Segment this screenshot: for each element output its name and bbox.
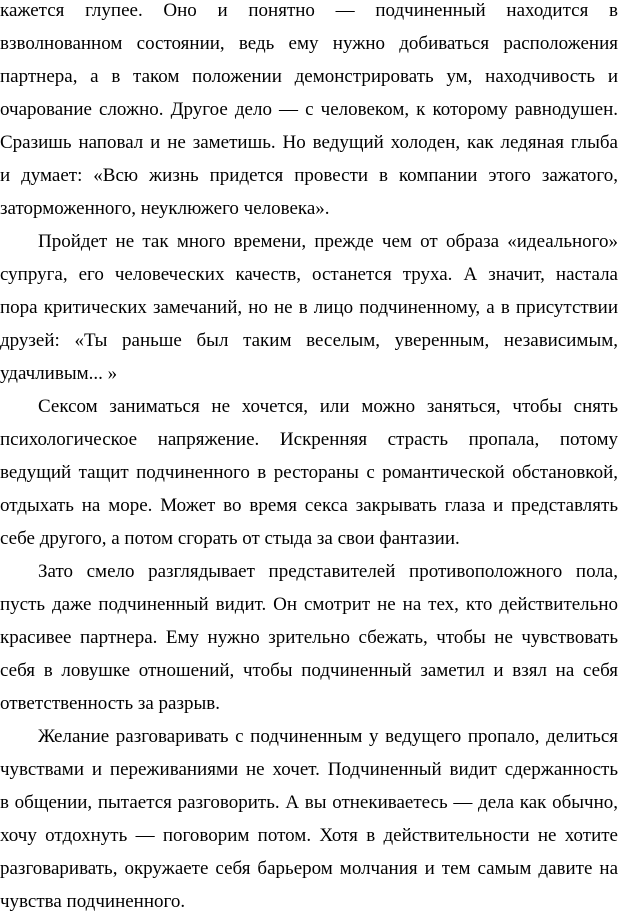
text-line: ведущий тащит подчиненного в рестораны с романтической обстановкой, — [0, 462, 618, 483]
paragraph-first-line: Сексом заниматься не хочется, или можно заняться, чтобы снять — [38, 396, 618, 417]
text-line: красивее партнера. Ему нужно зрительно сбежать, чтобы не чувствовать — [0, 627, 618, 648]
paragraph-first-line: Зато смело разглядывает представителей противоположного пола, — [38, 561, 618, 582]
paragraph-first-line: Желание разговаривать с подчиненным у ведущего пропало, делиться — [38, 726, 618, 747]
text-line: Сразишь наповал и не заметишь. Но ведущий холоден, как ледяная глыба — [0, 132, 618, 153]
text-line: себе другого, а потом сгорать от стыда за свои фантазии. — [0, 528, 460, 549]
text-line: ответственность за разрыв. — [0, 693, 220, 714]
text-line: чувства подчиненного. — [0, 891, 186, 912]
paragraph-first-line: Пройдет не так много времени, прежде чем от образа «идеального» — [38, 231, 618, 252]
text-line: кажется глупее. Оно и понятно — подчиненный находится в — [0, 0, 618, 21]
text-line: и думает: «Всю жизнь придется провести в компании этого зажатого, — [0, 165, 618, 186]
text-line: отдыхать на море. Может во время секса закрывать глаза и представлять — [0, 495, 618, 516]
text-line: в общении, пытается разговорить. А вы отнекиваетесь — дела как обычно, — [0, 792, 618, 813]
text-line: пусть даже подчиненный видит. Он смотрит не на тех, кто действительно — [0, 594, 618, 615]
text-line: друзей: «Ты раньше был таким веселым, уверенным, независимым, — [0, 330, 618, 351]
text-line: психологическое напряжение. Искренняя страсть пропала, потому — [0, 429, 618, 450]
text-line: очарование сложно. Другое дело — с человеком, к которому равнодушен. — [0, 99, 618, 120]
text-line: взволнованном состоянии, ведь ему нужно добиваться расположения — [0, 33, 618, 54]
text-line: себя в ловушке отношений, чтобы подчиненный заметил и взял на себя — [0, 660, 618, 681]
text-line: заторможенного, неуклюжего человека». — [0, 198, 330, 219]
text-line: удачливым... » — [0, 363, 118, 384]
text-line: партнера, а в таком положении демонстрировать ум, находчивость и — [0, 66, 618, 87]
text-line: хочу отдохнуть — поговорим потом. Хотя в действительности не хотите — [0, 825, 618, 846]
text-line: супруга, его человеческих качеств, останется труха. А значит, настала — [0, 264, 618, 285]
text-line: разговаривать, окружаете себя барьером молчания и тем самым давите на — [0, 858, 618, 879]
text-line: чувствами и переживаниями не хочет. Подчиненный видит сдержанность — [0, 759, 618, 780]
text-line: пора критических замечаний, но не в лицо подчиненному, а в присутствии — [0, 297, 618, 318]
